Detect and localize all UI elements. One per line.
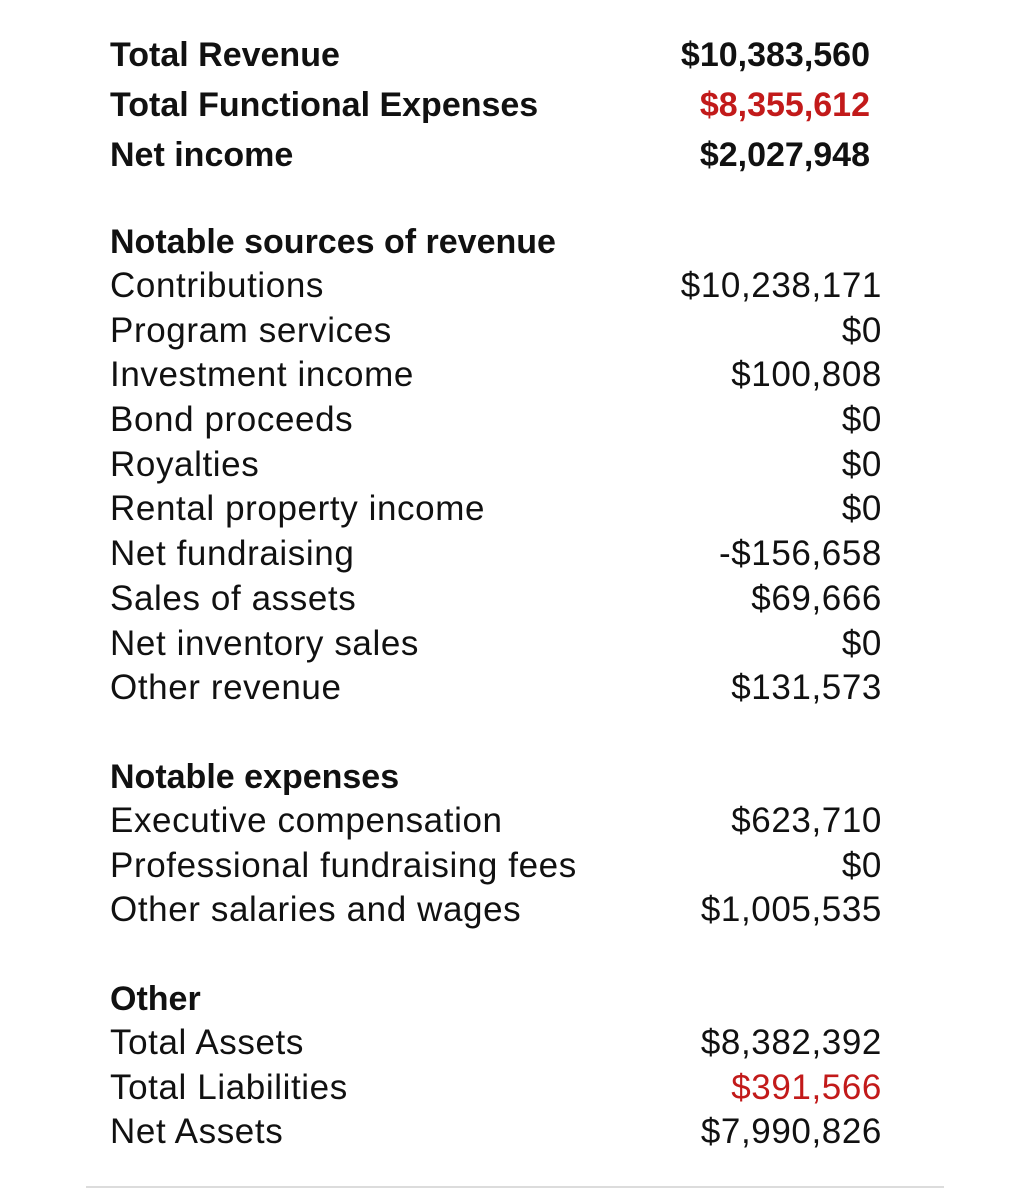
total-revenue-value: $10,383,560 [680,36,870,74]
other-section-title: Other [110,980,201,1018]
total-revenue-label: Total Revenue [110,36,340,74]
expenses-row-executive-compensation [110,799,882,844]
revenue-row-program-services [110,309,882,354]
bottom-divider [86,1186,944,1188]
net-income-row [110,130,870,180]
row-value: $100,808 [731,355,882,395]
row-label: Contributions [110,266,325,305]
row-label: Executive compensation [110,801,503,840]
row-value: $0 [841,623,882,663]
row-value: $1,005,535 [700,890,882,930]
row-label: Net inventory sales [110,623,420,663]
row-label: Total Liabilities [110,1067,348,1107]
revenue-row-rental-property-income [110,487,882,532]
revenue-row-other-revenue [110,666,882,711]
total-revenue-row [110,30,870,80]
row-value: $391,566 [731,1067,882,1107]
row-value: $8,382,392 [700,1023,882,1062]
row-value: $623,710 [731,801,882,840]
row-label: Total Assets [110,1023,304,1062]
row-label: Other revenue [110,668,342,708]
row-label: Other salaries and wages [110,890,522,930]
revenue-row-investment-income [110,353,882,398]
row-value: $0 [841,310,882,350]
revenue-row-net-fundraising [110,532,882,577]
total-expenses-value: $8,355,612 [699,86,870,124]
total-expenses-label: Total Functional Expenses [110,86,539,124]
row-value: $10,238,171 [680,266,882,305]
row-label: Investment income [110,355,414,395]
revenue-row-royalties [110,443,882,488]
revenue-row-bond-proceeds [110,398,882,443]
revenue-row-net-inventory-sales [110,622,882,667]
other-row-net-assets [110,1110,882,1155]
summary-block [110,30,870,180]
expenses-section-title: Notable expenses [110,758,400,796]
row-label: Royalties [110,444,260,484]
row-value: $0 [841,400,882,440]
row-value: $0 [841,489,882,529]
row-value: $131,573 [731,668,882,708]
row-value: $0 [841,845,882,885]
other-row-total-liabilities [110,1066,882,1111]
revenue-section-title: Notable sources of revenue [110,223,556,261]
row-value: $69,666 [751,578,882,618]
expenses-section [110,755,882,933]
row-label: Bond proceeds [110,400,354,440]
total-expenses-row [110,80,870,130]
other-section [110,977,882,1155]
row-value: $7,990,826 [700,1112,882,1152]
row-label: Net Assets [110,1112,284,1152]
revenue-section [110,220,882,711]
row-label: Professional fundraising fees [110,845,577,885]
net-income-value: $2,027,948 [699,136,870,174]
expenses-row-other-salaries-and-wages [110,888,882,933]
expenses-row-professional-fundraising-fees [110,844,882,889]
row-label: Sales of assets [110,578,357,618]
row-label: Net fundraising [110,534,355,574]
row-value: -$156,658 [718,534,882,574]
net-income-label: Net income [110,136,294,174]
row-label: Rental property income [110,489,486,529]
revenue-row-sales-of-assets [110,577,882,622]
revenue-row-contributions [110,264,882,309]
other-row-total-assets [110,1021,882,1066]
row-label: Program services [110,310,392,350]
row-value: $0 [841,444,882,484]
